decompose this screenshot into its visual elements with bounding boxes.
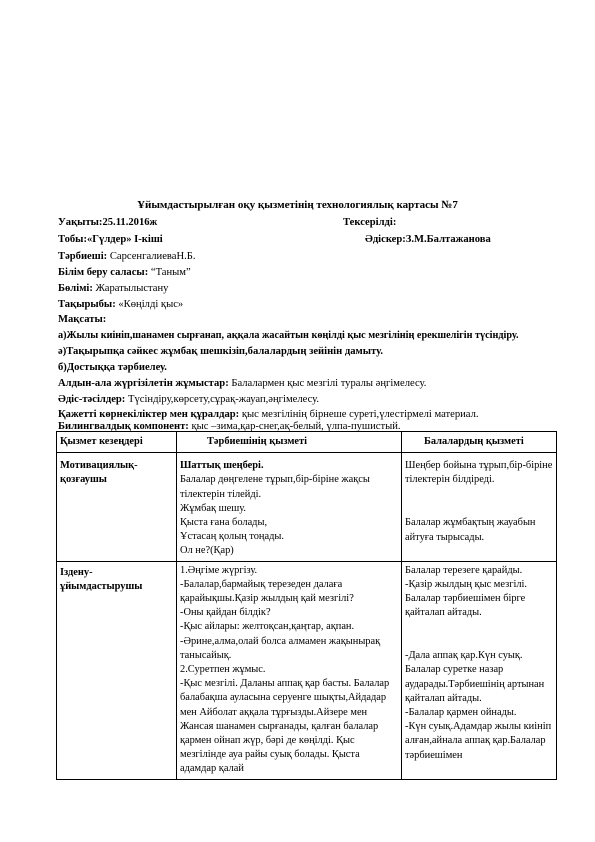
group-label: Тобы:«Гүлдер» І-кіші xyxy=(58,234,163,245)
area-value: “Таным” xyxy=(148,267,191,278)
cell-paragraph: -Балалар,бармайық терезеден далаға қарайықшы.Қазір жылдың қай мезгілі? xyxy=(180,578,354,605)
cell-paragraph: -Балалар қармен ойнады. xyxy=(405,707,517,719)
section-line xyxy=(58,283,168,294)
methods-label: Әдіс-тәсілдер: xyxy=(58,394,126,405)
table-row xyxy=(57,561,557,779)
checked-label: Тексерілді: xyxy=(343,217,397,228)
cell-paragraph: Қыста ғана болады, xyxy=(180,517,268,529)
document-title: Ұйымдастырылған оқу қызметінің технологиялық картасы №7 xyxy=(137,199,458,211)
prep-line xyxy=(58,378,426,389)
cell-paragraph: Балалар тәрбиешімен бірге қайталап айтады. xyxy=(405,593,526,619)
cell-paragraph: Балалар терезеге қарайды. xyxy=(405,564,523,576)
header-stage: Қызмет кезеңдері xyxy=(57,432,177,453)
goals-label: Мақсаты: xyxy=(58,314,107,325)
area-line xyxy=(58,267,191,278)
topic-value: «Көңілді қыс» xyxy=(115,299,184,310)
teacher-value: СарсенгалиеваН.Б. xyxy=(107,251,196,262)
cell-paragraph: 1.Әңгіме жүргізу. xyxy=(180,564,258,576)
cell-paragraph: -Қыс мезгілі. Даланы аппақ қар басты. Балалар балабақша ауласына серуенге шықты,Айдадар мен Айболат аққала тұрғызды.Айзере мен Жансая шанамен сырғанады, қалған балалар қармен ойнап жүр, бәрі де көңілді. Қыс мезгілінде ауа райы суық болады. Қыста адамдар қалай xyxy=(180,678,390,775)
cell-paragraph: Шаттық шеңбері. xyxy=(180,460,264,472)
cell-paragraph: -Қыс айлары: желтоқсан,қаңтар, ақпан. xyxy=(180,621,355,633)
lesson-plan-table xyxy=(56,431,557,780)
header-teacher: Тәрбиешінің қызметі xyxy=(177,432,402,453)
topic-line xyxy=(58,299,183,310)
cell-paragraph: -Қазір жылдың қыс мезгілі. xyxy=(405,578,528,590)
row-stage: Іздену-ұйымдастырушы xyxy=(57,561,177,779)
row-stage: Мотивациялық-қозғаушы xyxy=(57,453,177,561)
paragraph-gap xyxy=(405,498,553,506)
table-header-row xyxy=(57,432,557,453)
cell-paragraph: -Күн суық.Адамдар жылы киініп алған,айнала аппақ қар.Балалар тәрбиешімен xyxy=(405,721,552,761)
bilingual-value: қыс –зима,қар-снег,ақ-белый, үлпа-пушистый. xyxy=(188,421,401,432)
equipment-value: қыс мезгілінің бірнеше суреті,үлестірмелі материал. xyxy=(239,409,479,420)
prep-value: Балалармен қыс мезгілі туралы әңгімелесу. xyxy=(228,378,427,389)
paragraph-gap xyxy=(405,631,553,639)
methods-line xyxy=(58,394,319,405)
section-value: Жаратылыстану xyxy=(92,283,169,294)
date-label: Уақыты:25.11.2016ж xyxy=(58,217,158,228)
teacher-line xyxy=(58,251,196,262)
cell-paragraph: -Оны қайдан білдік? xyxy=(180,607,271,619)
section-label: Бөлімі: xyxy=(58,283,93,294)
cell-paragraph: Шеңбер бойына тұрып,бір-біріне тілектерін білдіреді. xyxy=(405,460,553,486)
cell-paragraph: Жұмбақ шешу. xyxy=(180,502,246,514)
cell-paragraph: Балалар жұмбақтың жауабын айтуға тырысады. xyxy=(405,517,536,543)
group-methodist-row xyxy=(58,234,558,245)
area-label: Білім беру саласы: xyxy=(58,267,149,278)
methodist-label: Әдіскер:З.М.Балтажанова xyxy=(365,234,491,245)
cell-paragraph: Ұстасаң қолың тоңады. xyxy=(180,531,284,543)
topic-label: Тақырыбы: xyxy=(58,299,116,310)
cell-paragraph: 2.Суретпен жұмыс. xyxy=(180,664,266,676)
bilingual-label: Билингвалдық компонент: xyxy=(58,421,189,432)
equipment-label: Қажетті көрнекіліктер мен құралдар: xyxy=(58,409,240,420)
date-check-row xyxy=(58,217,558,228)
row-children xyxy=(402,561,557,779)
prep-label: Алдын-ала жүргізілетін жұмыстар: xyxy=(58,378,229,389)
cell-paragraph: Балалар дөңгелене тұрып,бір-біріне жақсы тілектерін тілейді. xyxy=(180,474,370,500)
teacher-label: Тәрбиеші: xyxy=(58,251,108,262)
table-row xyxy=(57,453,557,561)
header-children: Балалардың қызметі xyxy=(402,432,557,453)
goal-c: б)Достыққа тәрбиелеу. xyxy=(58,362,167,373)
goal-a: а)Жылы киініп,шанамен сырғанап, аққала жасайтын көңілді қыс мезгілінің ерекшелігін түсіндіру. xyxy=(58,330,519,341)
row-teacher xyxy=(177,561,402,779)
goal-b: ә)Тақырыпқа сәйкес жұмбақ шешкізіп,балалардың зейінін дамыту. xyxy=(58,346,383,357)
equipment-line xyxy=(58,409,479,420)
methods-value: Түсіндіру,көрсету,сұрақ-жауап,әңгімелесу. xyxy=(125,394,320,405)
row-teacher xyxy=(177,453,402,561)
cell-paragraph: -Әрине,алма,олай болса алмамен жақынырақ танысайық. xyxy=(180,635,381,661)
cell-paragraph: Ол не?(Қар) xyxy=(180,545,234,557)
cell-paragraph: -Дала аппақ қар.Күн суық. Балалар суретке назар аударады.Тәрбиешінің артынан қайталап айтады. xyxy=(405,650,545,704)
row-children xyxy=(402,453,557,561)
